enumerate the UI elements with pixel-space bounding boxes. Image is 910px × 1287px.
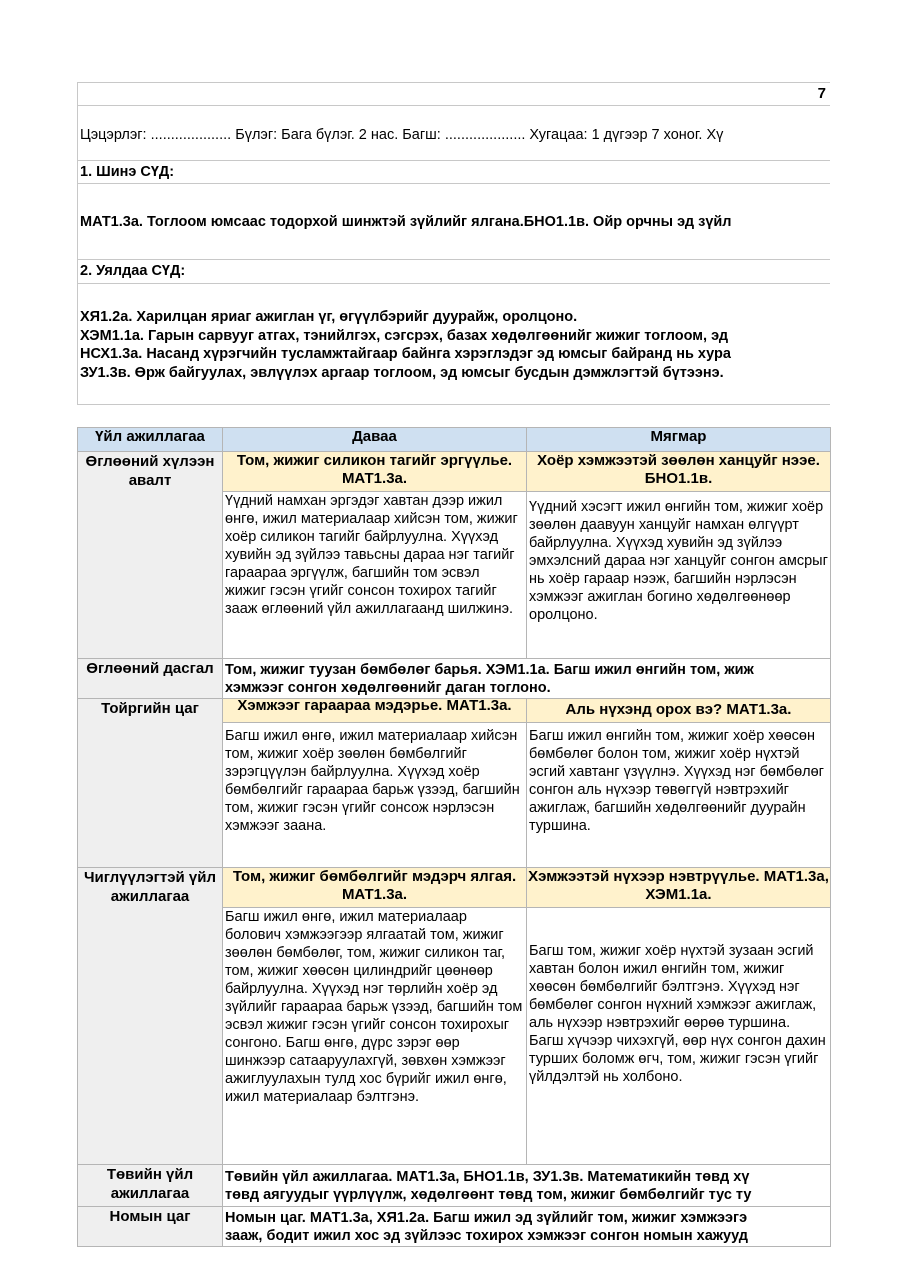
cell-monday-reception: [223, 452, 527, 659]
col-header-tuesday: Мягмар: [527, 428, 831, 452]
activity-description: Үүдний хэсэгт ижил өнгийн том, жижиг хоёр зөөлөн даавуун ханцуйг намхан өлгүүрт байрлуулна. Хүүхэд хувийн эд зүйлээ эмхэлсний дараа нэг ханцуйг сонгон амсрыг нь хоёр гараар нээж, багшийн нэрлэсэн хэмжээг ажиглан богино хөдөлгөөнөөр оролцоно.: [529, 499, 828, 623]
col-header-monday: Даваа: [223, 428, 527, 452]
cell-reading-time: [223, 1207, 831, 1247]
activity-title: Хоёр хэмжээтэй зөөлөн ханцуйг нээе. БНО1.1в.: [527, 452, 830, 492]
span-text-line: хэмжээг сонгон хөдөлгөөнийг даган тоглоно.: [225, 679, 551, 696]
span-text-line: зааж, бодит ижил хос эд зүйлээс тохирох хэмжээг сонгон номын хажууд: [225, 1227, 749, 1244]
span-text-line: Номын цаг. МАТ1.3а, ХЯ1.2а. Багш ижил эд зүйлийг том, жижиг хэмжээгэ: [225, 1209, 748, 1226]
row-label-focused-activity: Чиглүүлэгтэй үйл ажиллагаа: [78, 868, 223, 1165]
col-header-activity: Үйл ажиллагаа: [78, 428, 223, 452]
span-text-line: Төвийн үйл ажиллагаа. МАТ1.3а, БНО1.1в, ЗУ1.3в. Математикийн төвд хү: [225, 1168, 750, 1185]
activity-description: Багш ижил өнгө, ижил материалаар болович хэмжээгээр ялгаатай том, жижиг зөөлөн бөмбөлөг, том, жижиг силикон таг, том, жижиг хөөсөн цилиндрийг цөөнөөр байрлуулна. Хүүхэд нэг төрлийн хоёр эд зүйлийг гараараа барьж үзээд, багшийн том эсвэл жижиг гэсэн үгийг сонсон тохирохыг сонгоно. Багш өнгө, дүрс зэрэг өөр шинжээр сатааруулахгүй, зөвхөн хэмжээг ажиглуулахын тулд хос бүрийг ижил өнгө, ижил материалаар бэлтгэнэ.: [225, 909, 523, 1105]
table-row: [78, 868, 831, 1165]
span-text-line: Том, жижиг туузан бөмбөлөг барья. ХЭМ1.1а. Багш ижил өнгийн том, жиж: [225, 661, 754, 678]
cell-monday-focused: [223, 868, 527, 1165]
table-row: [78, 452, 831, 659]
table-header-row: [78, 428, 831, 452]
page-number: 7: [77, 82, 830, 106]
continued-section-title: 2. Уялдаа СҮД:: [77, 260, 830, 284]
row-label-morning-exercise: Өглөөний дасгал: [78, 659, 223, 699]
activity-description: Үүдний намхан эргэдэг хавтан дээр ижил өнгө, ижил материалаар хийсэн том, жижиг хоёр силикон тагийг байрлуулна. Хүүхэд хувийн эд зүйлээ тавьсны дараа нэг тагийг гараараа эргүүлж, багшийн том эсвэл жижиг гэсэн үгийг сонсон тохирох тагийг зааж өглөөний үйл ажиллагаанд шилжинэ.: [225, 493, 518, 617]
row-label-center-activity: Төвийн үйл ажиллагаа: [78, 1165, 223, 1207]
table-row: [78, 1165, 831, 1207]
activity-title: Аль нүхэнд орох вэ? МАТ1.3а.: [527, 699, 830, 723]
activity-title: Хэмжээг гараараа мэдэрье. МАТ1.3а.: [223, 699, 526, 723]
activity-title: Хэмжээтэй нүхээр нэвтрүүлье. МАТ1.3а, ХЭМ1.1а.: [527, 868, 830, 908]
cell-morning-exercise: [223, 659, 831, 699]
row-label-reading-time: Номын цаг: [78, 1207, 223, 1247]
activity-description: Багш ижил өнгө, ижил материалаар хийсэн том, жижиг хоёр зөөлөн бөмбөлгийг зэрэгцүүлэн байрлуулна. Хүүхэд хоёр бөмбөлгийг гараараа барьж үзээд, багшийн том, жижиг гэсэн үгийг сонсож нэрлэсэн хэмжээг заана.: [225, 728, 520, 834]
activity-description: Багш ижил өнгийн том, жижиг хоёр хөөсөн бөмбөлөг болон том, жижиг хоёр нүхтэй эсгий хавтанг үзүүлнэ. Хүүхэд нэг бөмбөлөг сонгон аль нүхээр төвөггүй нэвтрэхийг ажиглаж, багшийн хөдөлгөөнийг дуурайн туршина.: [529, 728, 824, 834]
goal-line: ХЭМ1.1а. Гарын сарвууг атгах, тэнийлгэх, сэгсрэх, базах хөдөлгөөнийг жижиг тоглоом, эд: [80, 327, 729, 344]
continued-section-list: [77, 284, 830, 405]
row-label-circle-time: Тойргийн цаг: [78, 699, 223, 868]
row-label-morning-reception: Өглөөний хүлээн авалт: [78, 452, 223, 659]
new-section-title: 1. Шинэ СҮД:: [77, 161, 830, 184]
goal-line: ХЯ1.2а. Харилцан яриаг ажиглан үг, өгүүлбэрийг дуурайж, оролцоно.: [80, 309, 578, 325]
table-row: [78, 1207, 831, 1247]
new-section-text: МАТ1.3а. Тоглоом юмсаас тодорхой шинжтэй зүйлийг ялгана.БНО1.1в. Ойр орчны эд зүйл: [77, 184, 830, 260]
activity-title: Том, жижиг силикон тагийг эргүүлье. МАТ1.3а.: [223, 452, 526, 492]
cell-center-activity: [223, 1165, 831, 1207]
table-row: [78, 699, 831, 868]
cell-tuesday-focused: [527, 868, 831, 1165]
activity-description: Багш том, жижиг хоёр нүхтэй зузаан эсгий хавтан болон ижил өнгийн том, жижиг хөөсөн бөмбөлгийг бэлтгэнэ. Хүүхэд нэг бөмбөлөг сонгон нүхний хэмжээг ажиглаж, аль нүхээр нэвтрэхийг өөрөө туршина. Багш хүчээр чихэхгүй, өөр нүх сонгон дахин турших боломж өгч, том, жижиг гэсэн үгийг үйлдэлтэй нь холбоно.: [529, 943, 826, 1085]
cell-tuesday-circle: [527, 699, 831, 868]
activity-title: Том, жижиг бөмбөлгийг мэдэрч ялгая. МАТ1.3а.: [223, 868, 526, 908]
span-text-line: төвд аягуудыг үүрлүүлж, хөдөлгөөнт төвд том, жижиг бөмбөлгийг тус ту: [225, 1186, 752, 1203]
goal-line: НСХ1.3а. Насанд хүрэгчийн тусламжтайгаар байнга хэрэглэдэг эд юмсыг байранд нь хура: [80, 346, 731, 362]
cell-tuesday-reception: [527, 452, 831, 659]
table-row: [78, 659, 831, 699]
cell-monday-circle: [223, 699, 527, 868]
document-header: [77, 82, 830, 405]
header-info-line: Цэцэрлэг: .................... Бүлэг: Бага бүлэг. 2 нас. Багш: .................... Хугацаа: 1 дүгээр 7 хоног. Хү: [77, 106, 830, 161]
goal-line: ЗУ1.3в. Өрж байгуулах, эвлүүлэх аргаар тоглоом, эд юмсыг бусдын дэмжлэгтэй бүтээнэ.: [80, 364, 724, 381]
weekly-plan-table: [77, 427, 831, 1247]
